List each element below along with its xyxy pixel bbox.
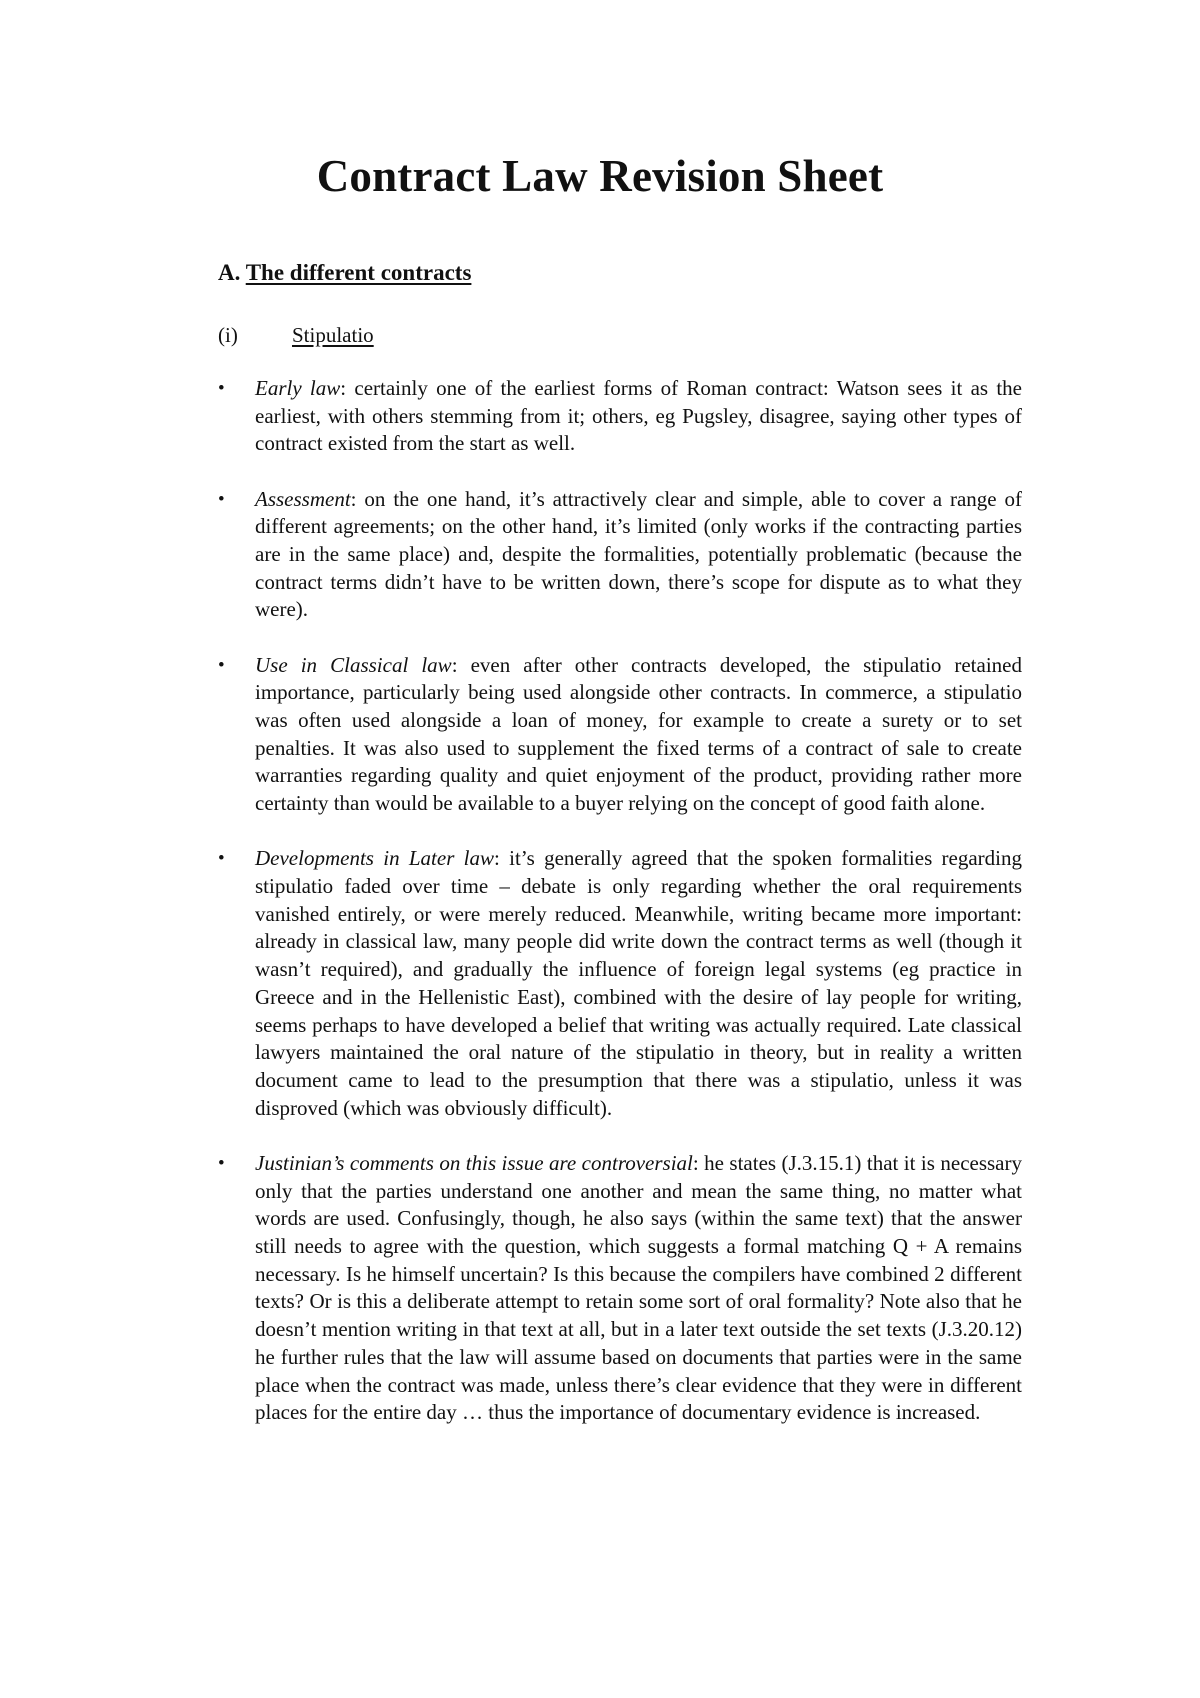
section-title: The different contracts [245,260,472,285]
section-letter: A. [218,260,241,285]
bullet-item-later-law [218,845,1022,1122]
bullet-label: Developments in Later law [255,846,495,871]
subsection-name: Stipulatio [292,323,374,347]
bullet-list [218,375,1022,1454]
bullet-text: : even after other contracts developed, the stipulatio retained importance, particularly being used alongside other contracts. In commerce, a stipulatio was often used alongside a loan of money, for example to create a surety or to set penalties. It was also used to supplement the fixed terms of a contract of sale to create warranties regarding quality and quiet enjoyment of the product, providing rather more certainty than would be available to a buyer relying on the concept of good faith alone. [255,652,1022,816]
bullet-item-early-law [218,375,1022,458]
bullet-label: Assessment [255,486,351,511]
bullet-text: : certainly one of the earliest forms of Roman contract: Watson sees it as the earliest, with others stemming from it; others, eg Pugsley, disagree, saying other types of contract existed from the start as well. [255,376,1022,456]
bullet-icon: • [218,378,225,399]
bullet-text: : it’s generally agreed that the spoken formalities regarding stipulatio faded over time – debate is only regarding whether the oral requirements vanished entirely, or were merely reduced. Meanwhile, writing became more important: already in classical law, many people did write down the contract terms as well (though it wasn’t required), and gradually the influence of foreign legal systems (eg practice in Greece and in the Hellenistic East), combined with the desire of lay people for writing, seems perhaps to have developed a belief that writing was actually required. Late classical lawyers maintained the oral nature of the stipulatio in theory, but in reality a written document came to lead to the presumption that there was a stipulatio, unless it was disproved (which was obviously difficult). [255,846,1022,1120]
bullet-label: Justinian’s comments on this issue are controversial [255,1150,693,1175]
bullet-text: : he states (J.3.15.1) that it is necessary only that the parties understand one another and mean the same thing, no matter what words are used. Confusingly, though, he also says (within the same text) that the answer still needs to agree with the question, which suggests a formal matching Q + A remains necessary. Is he himself uncertain? Is this because the compilers have combined 2 different texts? Or is this a deliberate attempt to retain some sort of oral formality? Note also that he doesn’t mention writing in that text at all, but in a later text outside the set texts (J.3.20.12) he further rules that the law will assume based on documents that parties were in the same place when the contract was made, unless there’s clear evidence that they were in different places for the entire day … thus the importance of documentary evidence is increased. [255,1150,1022,1425]
bullet-icon: • [218,488,225,510]
subsection-number: (i) [218,323,238,347]
bullet-item-classical-law [218,652,1022,818]
bullet-label: Early law [255,376,341,400]
bullet-item-justinian [218,1150,1022,1427]
bullet-label: Use in Classical law [255,652,452,677]
section-heading [218,258,471,288]
bullet-text: : on the one hand, it’s attractively clear and simple, able to cover a range of different agreements; on the other hand, it’s limited (only works if the contracting parties are in the same place) and, despite the formalities, potentially problematic (because the contract terms didn’t have to be written down, there’s scope for dispute as to what they were). [255,486,1022,622]
bullet-icon: • [218,848,225,870]
bullet-item-assessment [218,486,1022,625]
subsection-heading [218,320,374,350]
bullet-icon: • [218,1152,225,1174]
bullet-icon: • [218,654,225,676]
page-title: Contract Law Revision Sheet [316,151,884,201]
